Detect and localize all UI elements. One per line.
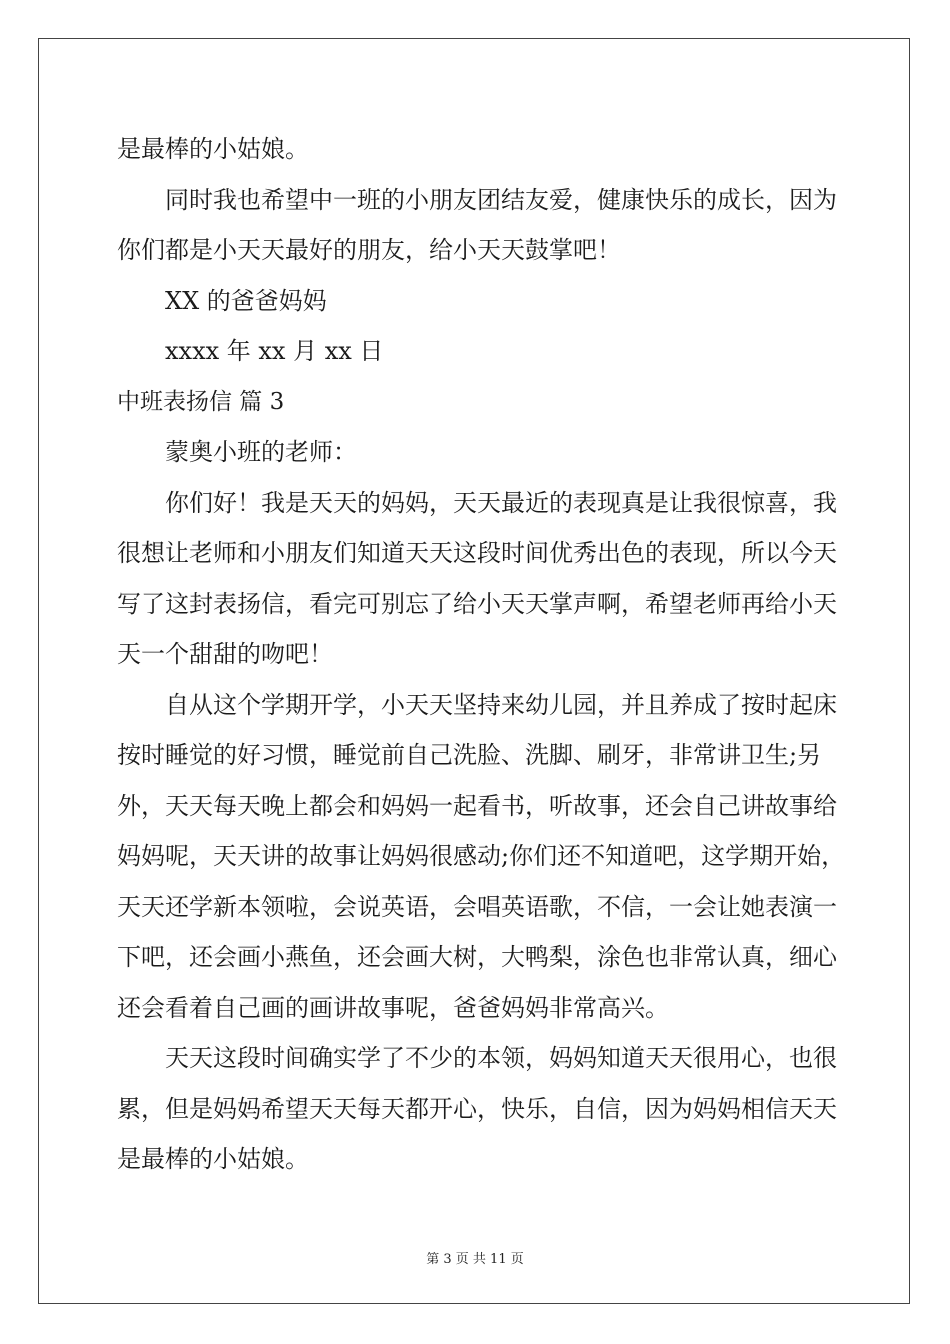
text-line: 按时睡觉的好习惯，睡觉前自己洗脸、洗脚、刷牙，非常讲卫生;另 bbox=[117, 741, 822, 769]
date-line: xxxx 年 xx 月 xx 日 bbox=[165, 337, 384, 365]
text-line: 天天这段时间确实学了不少的本领，妈妈知道天天很用心，也很 bbox=[165, 1044, 837, 1072]
text-line: 很想让老师和小朋友们知道天天这段时间优秀出色的表现，所以今天 bbox=[117, 539, 837, 567]
text-line: 写了这封表扬信，看完可别忘了给小天天掌声啊，希望老师再给小天 bbox=[117, 589, 837, 618]
document-body bbox=[117, 124, 846, 1185]
text-line: 是最棒的小姑娘。 bbox=[117, 1145, 309, 1173]
text-line: 自从这个学期开学，小天天坚持来幼儿园，并且养成了按时起床 bbox=[165, 690, 837, 719]
text-line: 你们好！我是天天的妈妈，天天最近的表现真是让我很惊喜，我 bbox=[165, 488, 837, 517]
text-line: 累，但是妈妈希望天天每天都开心，快乐，自信，因为妈妈相信天天 bbox=[117, 1094, 837, 1123]
text-line: 天一个甜甜的吻吧！ bbox=[117, 640, 333, 668]
text-line: 同时我也希望中一班的小朋友团结友爱，健康快乐的成长，因为 bbox=[165, 185, 837, 214]
signature-line: XX 的爸爸妈妈 bbox=[165, 286, 327, 315]
section-title: 中班表扬信 篇 3 bbox=[117, 388, 285, 415]
page-number-footer: 第 3 页 共 11 页 bbox=[426, 1252, 524, 1267]
text-line: 还会看着自己画的画讲故事呢，爸爸妈妈非常高兴。 bbox=[117, 993, 669, 1022]
salutation-line: 蒙奥小班的老师： bbox=[165, 438, 357, 466]
text-line: 下吧，还会画小燕鱼，还会画大树，大鸭梨，涂色也非常认真，细心 bbox=[117, 943, 837, 971]
text-line: 天天还学新本领啦，会说英语，会唱英语歌，不信，一会让她表演一 bbox=[117, 892, 837, 921]
text-line: 是最棒的小姑娘。 bbox=[117, 135, 309, 163]
text-line: 妈妈呢，天天讲的故事让妈妈很感动;你们还不知道吧，这学期开始， bbox=[117, 842, 846, 870]
text-line: 你们都是小天天最好的朋友，给小天天鼓掌吧！ bbox=[117, 236, 621, 264]
text-line: 外，天天每天晚上都会和妈妈一起看书，听故事，还会自己讲故事给 bbox=[117, 791, 837, 820]
